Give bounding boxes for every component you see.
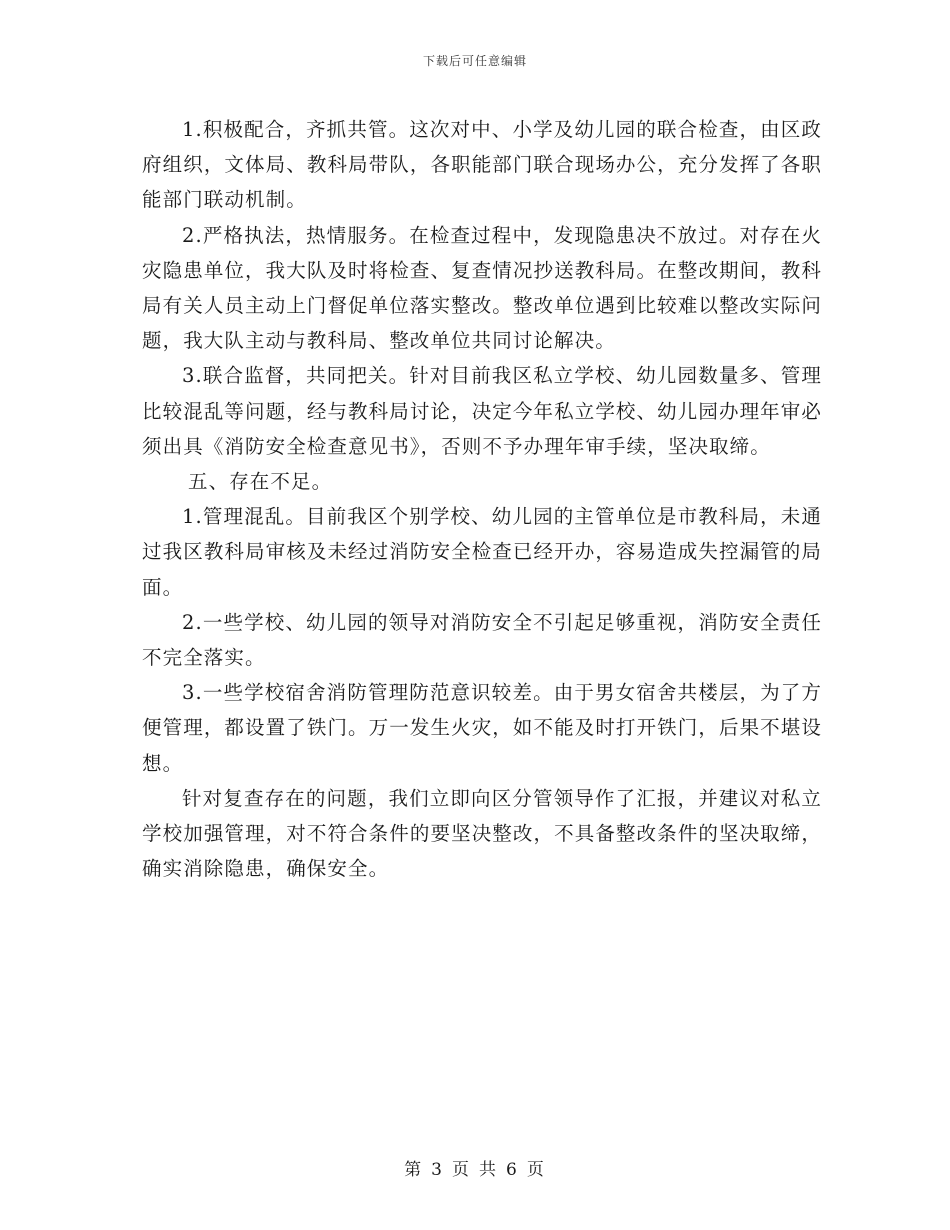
paragraph-management-chaos: 1.管理混乱。目前我区个别学校、幼儿园的主管单位是市教科局，未通过我区教科局审核及未经过消防安全检查已经开办，容易造成失控漏管的局面。 [142,505,822,599]
paragraph-leadership-attention: 2.一些学校、幼儿园的领导对消防安全不引起足够重视，消防安全责任不完全落实。 [142,610,822,670]
footer-prefix: 第 [404,1160,424,1180]
section-heading-shortcomings: 五、存在不足。 [188,470,333,494]
footer-page-unit: 页 [452,1160,471,1180]
paragraph-joint-supervision: 3.联合监督，共同把关。针对目前我区私立学校、幼儿园数量多、管理比较混乱等问题，经与教科局讨论，决定今年私立学校、幼儿园办理年审必须出具《消防安全检查意见书》，否则不予办理年审手续，坚决取缔。 [142,364,822,458]
footer-suffix: 页 [526,1160,546,1180]
footer-total-word: 共 [479,1160,498,1180]
footer-total-pages: 6 [506,1160,519,1180]
paragraph-cooperation: 1.积极配合，齐抓共管。这次对中、小学及幼儿园的联合检查，由区政府组织，文体局、教科局带队，各职能部门联合现场办公，充分发挥了各职能部门联动机制。 [142,118,822,212]
page-number-footer [0,1155,950,1180]
page-header-note: 下载后可任意编辑 [422,54,527,68]
paragraph-conclusion: 针对复查存在的问题，我们立即向区分管领导作了汇报，并建议对私立学校加强管理，对不符合条件的要坚决整改，不具备整改条件的坚决取缔，确实消除隐患，确保安全。 [142,786,822,881]
footer-current-page: 3 [431,1160,444,1180]
paragraph-dormitory-safety: 3.一些学校宿舍消防管理防范意识较差。由于男女宿舍共楼层，为了方便管理，都设置了铁门。万一发生火灾，如不能及时打开铁门，后果不堪设想。 [142,681,822,775]
paragraph-strict-enforcement: 2.严格执法，热情服务。在检查过程中，发现隐患决不放过。对存在火灾隐患单位，我大队及时将检查、复查情况抄送教科局。在整改期间，教科局有关人员主动上门督促单位落实整改。整改单位遇到比较难以整改实际问题，我大队主动与教科局、整改单位共同讨论解决。 [142,223,822,353]
document-body [142,112,822,886]
